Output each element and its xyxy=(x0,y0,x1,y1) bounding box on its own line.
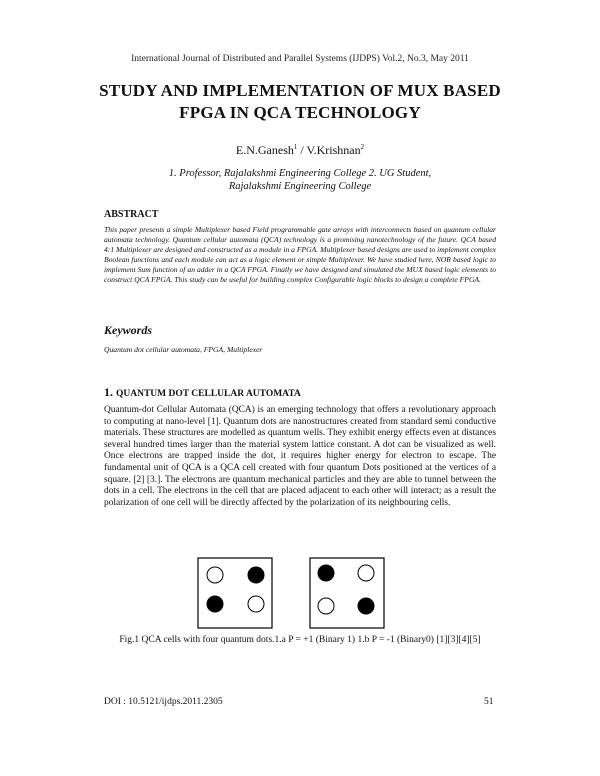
section-1-text: Quantum-dot Cellular Automata (QCA) is an emerging technology that offers a revolutionary approach to computing at nano-level [1]. Quantum dots are nanostructures created from standard semi conductive materials. These structures are modelled as quantum wells. They exhibit energy effects even at distances several hundred times larger than the material system lattice constant. A dot can be visualized as well. Once electrons are trapped inside the dot, it requires higher energy for electron to escape. The fundamental unit of QCA is a QCA cell created with four quantum Dots positioned at the vertices of a square. [2] [3.]. The electrons are quantum mechanical particles and they are able to tunnel between the dots in a cell. The electrons in the cell that are placed adjacent to each other will interact; as a result the polarization of one cell will be directly affected by the polarization of its neighbouring cells. xyxy=(104,405,496,508)
dot-a-top-left xyxy=(207,567,223,583)
dot-b-top-left xyxy=(318,565,334,581)
section-1-title: QUANTUM DOT CELLULAR AUTOMATA xyxy=(116,389,301,399)
qca-cell-a xyxy=(198,558,272,628)
footer-doi: DOI : 10.5121/ijdps.2011.2305 xyxy=(104,697,223,707)
section-1-number: 1. xyxy=(104,385,113,399)
page-number: 51 xyxy=(484,697,494,707)
title-line-1: STUDY AND IMPLEMENTATION OF MUX BASED xyxy=(99,81,501,100)
keywords-text: Quantum dot cellular automata, FPGA, Multiplexer xyxy=(104,345,263,354)
dot-a-top-right xyxy=(248,567,264,583)
qca-cell-b xyxy=(310,558,384,628)
author-line xyxy=(0,143,600,158)
dot-b-top-right xyxy=(358,565,374,581)
author-2: V.Krishnan xyxy=(306,143,361,157)
paper-title xyxy=(60,80,540,124)
dot-a-bottom-right xyxy=(248,596,264,612)
title-line-2: FPGA IN QCA TECHNOLOGY xyxy=(179,103,421,122)
author-1-sup: 1 xyxy=(293,143,298,151)
section-1-heading xyxy=(104,385,301,400)
author-separator: / xyxy=(297,143,307,157)
keywords-heading: Keywords xyxy=(104,323,152,337)
dot-b-bottom-left xyxy=(318,598,334,614)
author-2-sup: 2 xyxy=(360,143,365,151)
affiliations: 1. Professor, Rajalakshmi Engineering College 2. UG Student, Rajalakshmi Engineering College xyxy=(168,168,432,192)
abstract-text: This paper presents a simple Multiplexer based Field programmable gate arrays with interconnects based on quantum cellular automata technology. Quantum cellular automata (QCA) technology is a promising nanotechnology of the future. QCA based 4:1 Multiplexer are designed and constructed as a module in a FPGA. Multiplexer based designs are used to implement complex Boolean functions and each module can act as a logic element or simple Multiplexer. We have studied here, NOR based logic to implement Sum function of an adder in a QCA FPGA. Finally we have designed and simulated the MUX based logic elements to construct QCA FPGA. This study can be useful for building complex Configurable logic blocks to design a complete FPGA. xyxy=(104,225,496,285)
dot-b-bottom-right xyxy=(358,598,374,614)
dot-a-bottom-left xyxy=(207,596,223,612)
qca-cells-figure xyxy=(0,555,600,635)
figure-caption: Fig.1 QCA cells with four quantum dots.1.a P = +1 (Binary 1) 1.b P = -1 (Binary0) [1][3][4][5] xyxy=(119,635,481,645)
journal-header: International Journal of Distributed and Parallel Systems (IJDPS) Vol.2, No.3, May 2011 xyxy=(131,54,469,64)
author-1: E.N.Ganesh xyxy=(235,143,294,157)
abstract-heading: ABSTRACT xyxy=(104,209,159,220)
